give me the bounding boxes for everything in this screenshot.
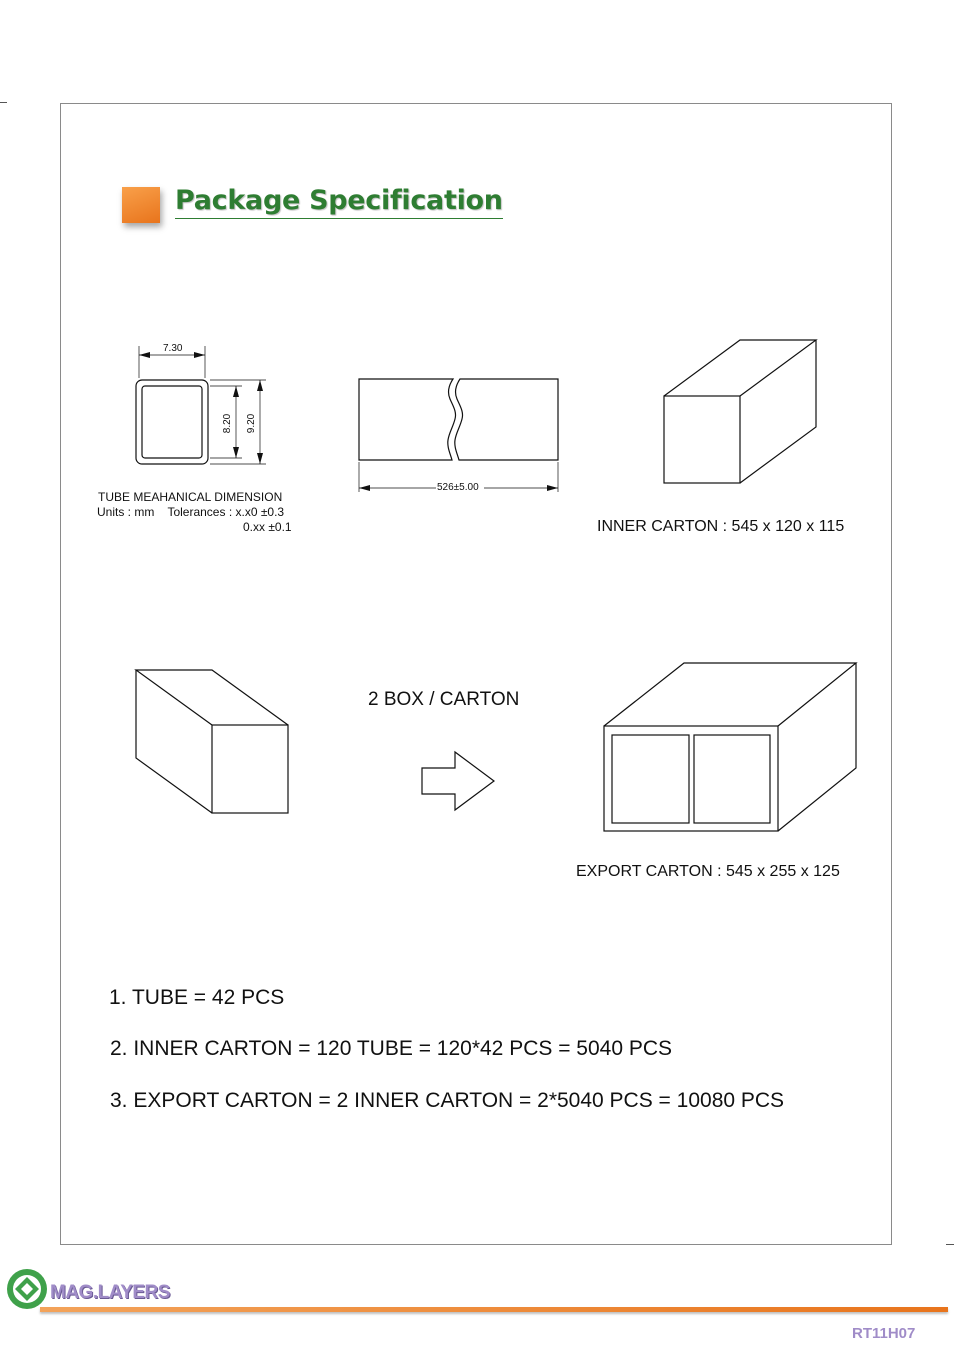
quantity-line-3: 3. EXPORT CARTON = 2 INNER CARTON = 2*5040 PCS = 10080 PCS <box>110 1089 785 1112</box>
tube-width-label: 7.30 <box>163 343 183 354</box>
model-number: RT11H07 <box>852 1325 916 1342</box>
tube-caption-units: Units : mm Tolerances : x.x0 ±0.3 <box>97 505 285 519</box>
page-title: Package Specification <box>175 185 503 219</box>
quantity-line-2: 2. INNER CARTON = 120 TUBE = 120*42 PCS = 5040 PCS <box>110 1037 673 1060</box>
tube-caption-title: TUBE MEAHANICAL DIMENSION <box>98 490 283 504</box>
quantity-line-1: 1. TUBE = 42 PCS <box>109 986 285 1009</box>
brand-name: MAG.LAYERS <box>50 1282 170 1303</box>
footer-divider <box>40 1307 948 1312</box>
tube-length-view <box>359 379 558 492</box>
tube-outer-height-label: 9.20 <box>246 413 258 434</box>
export-carton-box <box>604 663 856 831</box>
mag-layers-logo-icon <box>7 1269 47 1309</box>
inner-carton-label: INNER CARTON : 545 x 120 x 115 <box>597 518 845 535</box>
tube-cross-section <box>136 346 266 464</box>
tube-caption-tolerance: 0.xx ±0.1 <box>243 520 292 534</box>
export-carton-label: EXPORT CARTON : 545 x 255 x 125 <box>576 863 840 880</box>
arrow-right-icon <box>422 752 494 810</box>
inner-carton-box-side <box>136 670 288 813</box>
tube-length-label: 526±5.00 <box>437 482 479 493</box>
box-per-carton-label: 2 BOX / CARTON <box>368 689 520 710</box>
tube-inner-height-label: 8.20 <box>222 413 234 434</box>
inner-carton-box <box>664 340 816 483</box>
